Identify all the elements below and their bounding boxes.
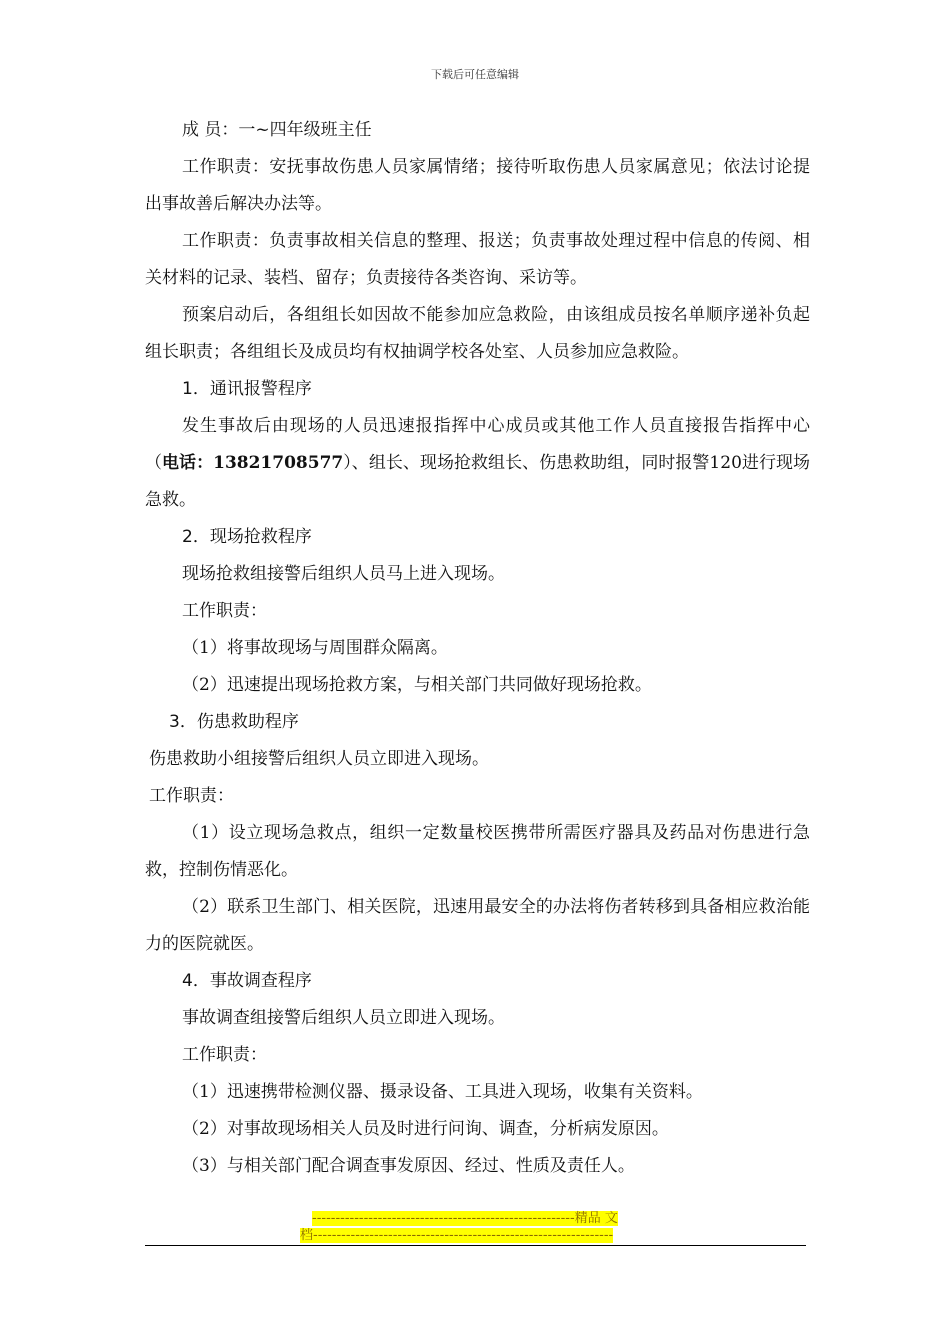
heading-rescue-procedure: 2．现场抢救程序 xyxy=(182,527,312,547)
paragraph-investigation: 事故调查组接警后组织人员立即进入现场。 xyxy=(182,1008,505,1028)
investigation-item-1: （1）迅速携带检测仪器、摄录设备、工具进入现场，收集有关资料。 xyxy=(182,1082,703,1102)
paragraph-duty-label: 工作职责： xyxy=(182,601,267,621)
paragraph-duty-label-3: 工作职责： xyxy=(182,1045,267,1065)
paragraph-plan-activation: 预案启动后，各组组长如因故不能参加应急救险，由该组成员按名单顺序递补负起组长职责；各组组长及成员均有权抽调学校各处室、人员参加应急救险。 xyxy=(145,305,810,362)
paragraph-duty-info: 工作职责：负责事故相关信息的整理、报送；负责事故处理过程中信息的传阅、相关材料的记录、装档、留存；负责接待各类咨询、采访等。 xyxy=(145,231,810,288)
paragraph-injury: 伤患救助小组接警后组织人员立即进入现场。 xyxy=(149,749,489,769)
paragraph-rescue: 现场抢救组接警后组织人员马上进入现场。 xyxy=(182,564,505,584)
footer-line-1: --------------------------------------------------------精品 文 xyxy=(312,1211,618,1226)
footer-line-2: 档---------------------------------------------------------------- xyxy=(300,1228,614,1243)
paragraph-members: 成 员：一~四年级班主任 xyxy=(182,120,372,140)
rescue-item-2: （2）迅速提出现场抢救方案，与相关部门共同做好现场抢救。 xyxy=(182,675,652,695)
paragraph-alarm xyxy=(145,408,810,519)
injury-item-2: （2）联系卫生部门、相关医院，迅速用最安全的办法将伤者转移到具备相应救治能力的医院就医。 xyxy=(145,897,810,954)
investigation-item-2: （2）对事故现场相关人员及时进行问询、调查，分析病发原因。 xyxy=(182,1119,669,1139)
alarm-text-end: ）、组长、现场抢救组长、伤患救助组，同时报警120进行现场急救。 xyxy=(145,453,810,510)
heading-investigation-procedure: 4．事故调查程序 xyxy=(182,971,312,991)
rescue-item-1: （1）将事故现场与周围群众隔离。 xyxy=(182,638,448,658)
injury-item-1: （1）设立现场急救点，组织一定数量校医携带所需医疗器具及药品对伤患进行急救，控制伤情恶化。 xyxy=(145,823,810,880)
page-header: 下载后可任意编辑 xyxy=(431,68,519,81)
heading-alarm-procedure: 1．通讯报警程序 xyxy=(182,379,312,399)
investigation-item-3: （3）与相关部门配合调查事发原因、经过、性质及责任人。 xyxy=(182,1156,635,1176)
paragraph-duty-aftercare: 工作职责：安抚事故伤患人员家属情绪；接待听取伤患人员家属意见；依法讨论提出事故善后解决办法等。 xyxy=(145,157,810,214)
page-footer xyxy=(300,1210,650,1244)
footer-divider xyxy=(145,1245,806,1246)
heading-injury-procedure: 3．伤患救助程序 xyxy=(169,712,299,732)
phone-number: 电话：13821708577 xyxy=(162,453,344,473)
alarm-text-start: 发生事故后由现场的人员迅速报指挥中心成员或其他工作人员直接报告指挥中心（ xyxy=(145,416,810,473)
paragraph-duty-label-2: 工作职责： xyxy=(149,786,234,806)
document-body xyxy=(145,112,810,1185)
